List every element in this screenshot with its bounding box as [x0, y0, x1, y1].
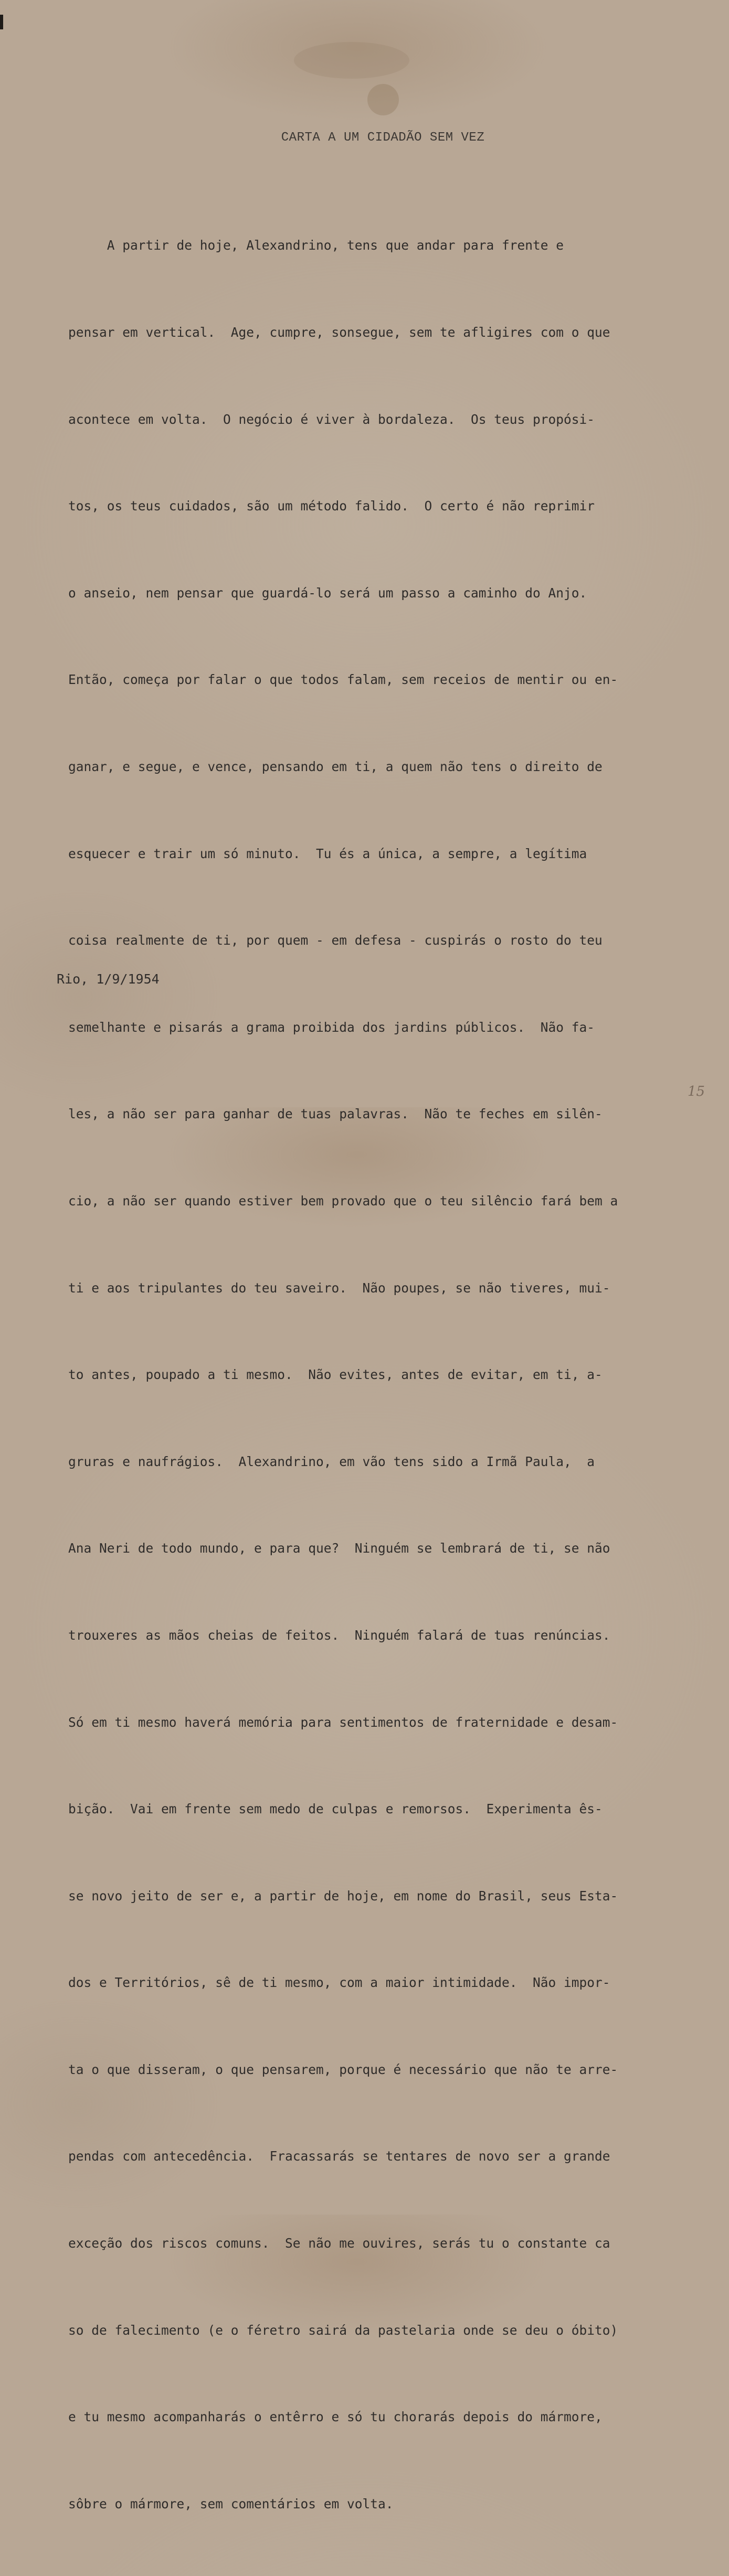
letter-line: semelhante e pisarás a grama proibida dos jardins públicos. Não fa-	[68, 1019, 595, 1035]
letter-line: ta o que disseram, o que pensarem, porque é necessário que não te arre-	[68, 2061, 618, 2077]
letter-line: sôbre o mármore, sem comentários em volta.	[68, 2496, 394, 2511]
letter-line: trouxeres as mãos cheias de feitos. Ninguém falará de tuas renúncias.	[68, 1627, 610, 1643]
letter-line: Então, começa por falar o que todos falam, sem receios de mentir ou en-	[68, 672, 618, 688]
letter-line: pendas com antecedência. Fracassarás se tentares de novo ser a grande	[68, 2149, 610, 2164]
letter-line: gruras e naufrágios. Alexandrino, em vão tens sido a Irmã Paula, a	[68, 1453, 595, 1469]
edge-mark	[0, 15, 3, 29]
letter-line: les, a não ser para ganhar de tuas palavras. Não te feches em silên-	[68, 1106, 603, 1122]
letter-line: se novo jeito de ser e, a partir de hoje, em nome do Brasil, seus Esta-	[68, 1888, 618, 1904]
letter-line: bição. Vai em frente sem medo de culpas e remorsos. Experimenta ês-	[68, 1801, 603, 1817]
letter-line: o anseio, nem pensar que guardá-lo será um passo a caminho do Anjo.	[68, 585, 587, 601]
letter-line: so de falecimento (e o féretro sairá da pastelaria onde se deu o óbito)	[68, 2322, 618, 2338]
letter-line: pensar em vertical. Age, cumpre, sonsegue, sem te afligires com o que	[68, 325, 610, 340]
letter-line: coisa realmente de ti, por quem - em defesa - cuspirás o rosto do teu	[68, 933, 603, 948]
letter-line: ganar, e segue, e vence, pensando em ti, a quem não tens o direito de	[68, 758, 603, 774]
letter-title: CARTA A UM CIDADÃO SEM VEZ	[281, 131, 485, 145]
letter-line: tos, os teus cuidados, são um método falido. O certo é não reprimir	[68, 498, 595, 514]
paper-stain	[294, 42, 409, 79]
letter-line: cio, a não ser quando estiver bem provado que o teu silêncio fará bem a	[68, 1193, 618, 1209]
letter-date: Rio, 1/9/1954	[57, 971, 160, 987]
letter-line: e tu mesmo acompanharás o entêrro e só tu chorarás depois do mármore,	[68, 2409, 603, 2425]
page-number: 15	[688, 1084, 705, 1099]
letter-line: esquecer e trair um só minuto. Tu és a única, a sempre, a legítima	[68, 846, 587, 861]
letter-body	[68, 173, 703, 2576]
letter-line: Só em ti mesmo haverá memória para sentimentos de fraternidade e desam-	[68, 1714, 618, 1730]
paper-stain	[367, 84, 399, 115]
letter-line: exceção dos riscos comuns. Se não me ouvires, serás tu o constante ca	[68, 2236, 610, 2251]
letter-line: Ana Neri de todo mundo, e para que? Ninguém se lembrará de ti, se não	[68, 1541, 610, 1556]
letter-line: A partir de hoje, Alexandrino, tens que andar para frente e	[68, 238, 564, 253]
letter-line: ti e aos tripulantes do teu saveiro. Não poupes, se não tiveres, mui-	[68, 1280, 610, 1296]
letter-line: to antes, poupado a ti mesmo. Não evites, antes de evitar, em ti, a-	[68, 1367, 603, 1383]
letter-line: dos e Territórios, sê de ti mesmo, com a maior intimidade. Não impor-	[68, 1975, 610, 1991]
letter-line: acontece em volta. O negócio é viver à bordaleza. Os teus propósi-	[68, 411, 595, 427]
